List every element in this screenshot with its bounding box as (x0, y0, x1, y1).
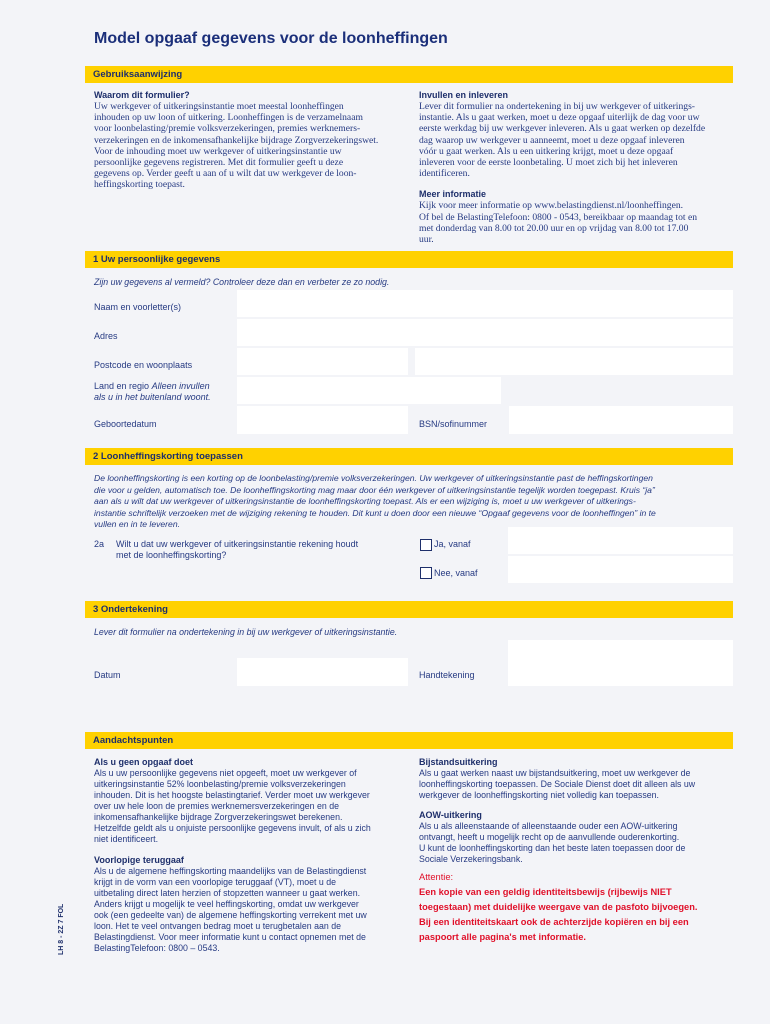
submit-block (419, 90, 734, 245)
question-number: 2a (94, 539, 105, 549)
section-bar-tax-credit: 2 Loonheffingskorting toepassen (85, 448, 733, 465)
provisional-refund-text (94, 866, 406, 954)
no-checkbox[interactable] (420, 567, 432, 579)
text-line: De loonheffingskorting is een korting op de loonbelasting/premie volksverzekeringen. Uw werkgever of uitkeringsinstantie past de heffingskortingen (94, 473, 653, 483)
text-line: instantie schriftelijk verzoeken met de wijziging rekening te houden. Dit kunt u doen door een nieuwe “Opgaaf gegevens voor de loonheffingen” in te (94, 507, 656, 518)
text-line: vullen en in te leveren. (94, 519, 180, 529)
text-line: Wilt u dat uw werkgever of uitkeringsinstantie rekening houdt (116, 539, 359, 549)
no-declaration-block (94, 757, 406, 954)
more-info-text (419, 200, 734, 245)
text-line: Anders krijgt u mogelijk te veel heffingskorting, omdat uw werkgever (94, 899, 359, 909)
text-line: Hetzelfde geldt als u onjuiste persoonlijke gegevens invult, of als u zich (94, 823, 371, 833)
text-line: vóór u gaat werken. Als u een uitkering krijgt, moet u deze opgaaf (419, 145, 674, 157)
yes-date-field[interactable] (508, 527, 733, 554)
text-line: Kijk voor meer informatie op www.belastingdienst.nl/loonheffingen. (419, 200, 684, 212)
text-line: gegevens op. Verder geeft u aan of u wilt dat uw werkgever de loon- (94, 168, 357, 180)
text-line: Belastingdienst. Voor meer informatie kunt u contact opnemen met de (94, 932, 366, 942)
assistance-text (419, 768, 734, 801)
attention-notice (419, 870, 734, 945)
text-line: met donderdag van 8.00 tot 20.00 uur en op vrijdag van 8.00 tot 17.00 (419, 222, 689, 234)
name-field[interactable] (237, 290, 733, 317)
text-line: die voor u gelden, automatisch toe. De loonheffingskorting mag maar door één werkgever of uitkeringsinstantie tegelijk worden toegepast. Kruis “ja” (94, 484, 655, 495)
why-form-heading: Waarom dit formulier? (94, 90, 190, 100)
text-line: BelastingTelefoon: 0800 – 0543. (94, 943, 220, 953)
yes-checkbox[interactable] (420, 539, 432, 551)
signature-label: Handtekening (419, 670, 475, 680)
text-line: verzekeringen en de inkomensafhankelijke bijdrage Zorgverzekeringswet. (94, 134, 379, 146)
text-line: instantie. Als u gaat werken, moet u deze opgaaf uiterlijk de dag voor uw (419, 112, 700, 124)
why-form-block (94, 90, 406, 191)
text-line: Of bel de BelastingTelefoon: 0800 - 0543, bereikbaar op maandag tot en (419, 211, 697, 223)
country-label-note-2: als u in het buitenland woont. (94, 392, 211, 402)
section-bar-attention-points: Aandachtspunten (85, 732, 733, 749)
city-field[interactable] (415, 348, 733, 375)
text-line: krijgt in de vorm van een voorlopige teruggaaf (VT), moet u de (94, 877, 337, 887)
text-line: Als u de algemene heffingskorting maandelijks van de Belastingdienst (94, 866, 367, 876)
aow-heading: AOW-uitkering (419, 810, 482, 820)
tax-credit-explanation (94, 473, 734, 531)
signature-field[interactable] (508, 640, 733, 686)
no-declaration-text (94, 768, 406, 845)
text-line: inleveren voor de eerste loonbetaling. U moet zich bij het inleveren (419, 157, 678, 169)
text-line: identificeren. (419, 168, 470, 180)
provisional-refund-heading: Voorlopige teruggaaf (94, 855, 184, 865)
bsn-field[interactable] (509, 406, 733, 434)
text-line: Als u als alleenstaande of alleenstaande ouder een AOW-uitkering (419, 821, 678, 831)
postcode-field[interactable] (237, 348, 408, 375)
text-line: uitkeringsinstantie 52% loonbelasting/premie volksverzekeringen (94, 779, 346, 789)
bsn-label: BSN/sofinummer (419, 419, 488, 429)
section-bar-signature: 3 Ondertekening (85, 601, 733, 618)
text-line: Als u gaat werken naast uw bijstandsuitkering, moet uw werkgever de (419, 768, 691, 778)
text-line: toegestaan) met duidelijke weergave van de pasfoto bijvoegen. (419, 902, 698, 912)
date-field[interactable] (237, 658, 408, 686)
personal-intro: Zijn uw gegevens al vermeld? Controleer deze dan en verbeter ze zo nodig. (94, 277, 390, 287)
address-field[interactable] (237, 319, 733, 346)
text-line: inhouden. Dit is het hoogste belastingtarief. Verder moet uw werkgever (94, 790, 370, 800)
text-line: Bij een identiteitskaart ook de achterzijde kopiëren en bij een (419, 917, 689, 927)
more-info-heading: Meer informatie (419, 189, 487, 200)
assistance-block (419, 757, 734, 945)
text-line: Voor de inhouding moet uw werkgever of uitkeringsinstantie uw (94, 145, 342, 157)
submit-heading: Invullen en inleveren (419, 90, 509, 100)
text-line: aan als u wilt dat uw werkgever of uitkeringsinstantie de loonheffingskorting toepast. Als er een wijziging is, moet u uw werkgever of uitkerings- (94, 496, 636, 506)
text-line: persoonlijke gegevens registreren. Met dit formulier geeft u deze (94, 157, 344, 169)
form-code: LH 8 - 2Z 7 FOL (58, 903, 65, 955)
postcode-city-label: Postcode en woonplaats (94, 360, 193, 370)
text-line: eerste werkdag bij uw werkgever inleveren. Als u gaat werken op dezelfde (419, 123, 706, 135)
yes-label: Ja, vanaf (434, 539, 471, 549)
text-line: niet identificeert. (94, 834, 159, 844)
text-line: inhouden op uw loon of uitkering. Loonheffingen is de verzamelnaam (94, 112, 363, 124)
name-label: Naam en voorletter(s) (94, 302, 182, 312)
text-line: paspoort alle pagina's met informatie. (419, 932, 587, 942)
country-field[interactable] (237, 377, 501, 404)
aow-text (419, 821, 734, 865)
no-date-field[interactable] (508, 556, 733, 583)
date-label: Datum (94, 670, 121, 680)
no-declaration-heading: Als u geen opgaaf doet (94, 757, 194, 767)
text-line: dag waarop uw werkgever u aanneemt, moet u deze opgaaf inleveren (419, 134, 685, 146)
text-line: loon. Het te veel ontvangen bedrag moet u terugbetalen aan de (94, 921, 341, 931)
attention-label: Attentie: (419, 872, 454, 882)
text-line: met de loonheffingskorting? (116, 550, 227, 560)
text-line: uitbetaling direct laten herzien of stopzetten wanneer u gaat werken. (94, 888, 361, 898)
text-line: voor loonbelasting/premie volksverzekeringen, premies werknemers- (94, 123, 361, 135)
text-line: Lever dit formulier na ondertekening in bij uw werkgever of uitkerings- (419, 101, 695, 112)
country-label-main: Land en regio (94, 381, 150, 391)
birthdate-label: Geboortedatum (94, 419, 157, 429)
text-line: over uw hele loon de premies werknemersverzekeringen en de (94, 801, 339, 811)
birthdate-field[interactable] (237, 406, 408, 434)
no-label: Nee, vanaf (434, 568, 478, 578)
question-text (116, 539, 358, 561)
country-label (94, 381, 211, 403)
country-label-note: Alleen invullen (151, 381, 210, 391)
text-line: loonheffingskorting toepassen. De Sociale Dienst doet dit alleen als uw (419, 779, 696, 789)
text-line: ontvangt, heeft u mogelijk recht op de aanvullende ouderenkorting. (419, 832, 680, 842)
text-line: Uw werkgever of uitkeringsinstantie moet meestal loonheffingen (94, 101, 344, 112)
text-line: Een kopie van een geldig identiteitsbewijs (rijbewijs NIET (419, 887, 672, 897)
text-line: heffingskorting toepast. (94, 179, 185, 191)
text-line: ook (een gedeelte van) de algemene heffingskorting verrekent met uw (94, 910, 367, 920)
text-line: inkomensafhankelijke bijdrage Zorgverzekeringswet berekenen. (94, 812, 343, 822)
section-bar-instructions: Gebruiksaanwijzing (85, 66, 733, 83)
text-line: uur. (419, 234, 434, 246)
text-line: U kunt de loonheffingskorting dan het beste laten toepassen door de (419, 843, 686, 853)
assistance-heading: Bijstandsuitkering (419, 757, 498, 767)
signature-intro: Lever dit formulier na ondertekening in bij uw werkgever of uitkeringsinstantie. (94, 627, 398, 637)
page-title: Model opgaaf gegevens voor de loonheffingen (94, 30, 448, 47)
address-label: Adres (94, 331, 118, 341)
text-line: Als u uw persoonlijke gegevens niet opgeeft, moet uw werkgever of (94, 768, 357, 778)
submit-text (419, 101, 734, 179)
why-form-text (94, 101, 406, 191)
text-line: werkgever de loonheffingskorting niet volledig kan toepassen. (419, 790, 659, 800)
section-bar-personal-data: 1 Uw persoonlijke gegevens (85, 251, 733, 268)
text-line: Sociale Verzekeringsbank. (419, 854, 523, 864)
